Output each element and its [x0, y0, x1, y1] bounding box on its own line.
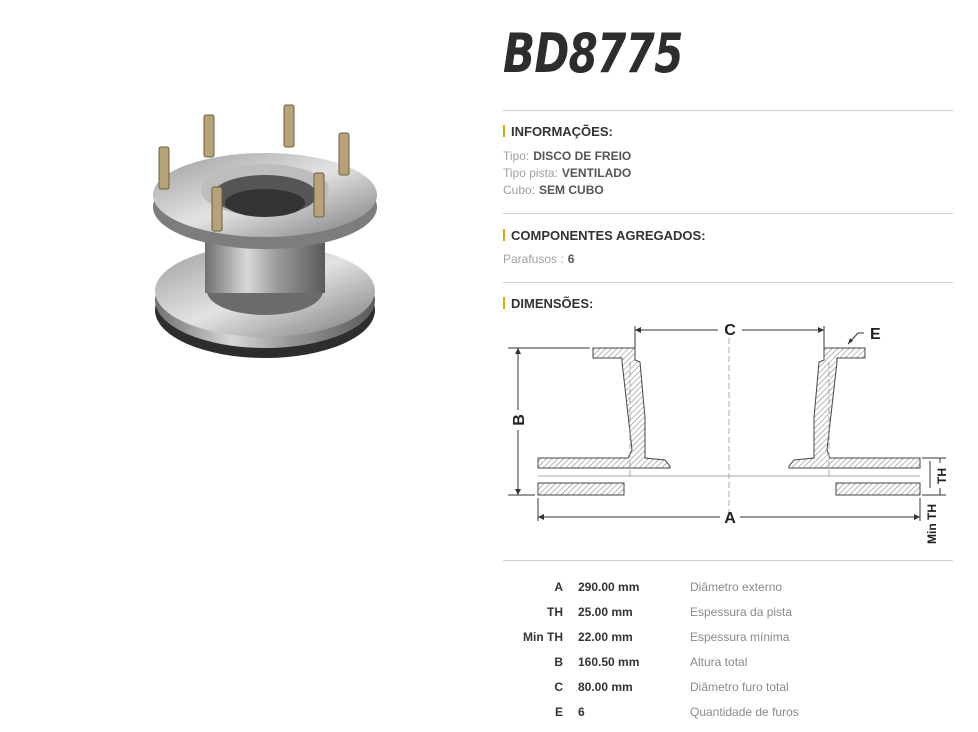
section-components-label: COMPONENTES AGREGADOS: [511, 228, 706, 243]
dimension-code: C [554, 680, 563, 694]
section-dimensions-heading [503, 296, 593, 311]
info-value: VENTILADO [561, 166, 632, 180]
dimension-description: Quantidade de furos [690, 705, 799, 719]
diagram-label-th: TH [935, 468, 949, 484]
dimension-value: 80.00 mm [578, 680, 633, 694]
info-key: Tipo: [503, 149, 530, 163]
dimension-row-th [503, 605, 923, 625]
diagram-label-a: A [724, 510, 736, 527]
dimension-value: 290.00 mm [578, 580, 640, 594]
section-dimensions-label: DIMENSÕES: [511, 296, 594, 311]
dimension-row-c [503, 680, 923, 700]
accent-bar [503, 125, 505, 137]
dimension-value: 22.00 mm [578, 630, 633, 644]
diagram-label-min-th: Min TH [925, 504, 939, 544]
info-row-tipo [503, 149, 631, 163]
dimension-description: Diâmetro externo [690, 580, 783, 594]
component-value: 6 [567, 252, 575, 266]
info-key: Tipo pista: [503, 166, 558, 180]
section-info-label: INFORMAÇÕES: [511, 124, 613, 139]
dimension-row-min-th [503, 630, 923, 650]
dimension-code: TH [547, 605, 563, 619]
brake-disc-photo [140, 95, 390, 370]
dimension-description: Diâmetro furo total [690, 680, 789, 694]
divider [503, 282, 953, 283]
accent-bar [503, 229, 505, 241]
info-value: DISCO DE FREIO [533, 149, 632, 163]
info-key: Cubo: [503, 183, 536, 197]
accent-bar [503, 297, 505, 309]
dimension-code: A [554, 580, 563, 594]
dimension-code: Min TH [523, 630, 563, 644]
info-row-tipo-pista [503, 166, 631, 180]
dimension-row-a [503, 580, 923, 600]
info-value: SEM CUBO [539, 183, 604, 197]
dimension-code: E [554, 705, 563, 719]
dimension-code: B [554, 655, 563, 669]
dimension-value: 6 [578, 705, 585, 719]
component-key: Parafusos : [503, 252, 564, 266]
divider [503, 213, 953, 214]
dimension-value: 160.50 mm [578, 655, 640, 669]
diagram-label-e: E [870, 326, 881, 343]
diagram-label-c: C [724, 322, 736, 339]
divider [503, 560, 953, 561]
dimension-value: 25.00 mm [578, 605, 633, 619]
component-row-parafusos [503, 252, 574, 266]
divider [503, 110, 953, 111]
dimension-diagram [500, 318, 960, 550]
info-row-cubo [503, 183, 604, 197]
section-info-heading [503, 124, 613, 139]
dimension-description: Altura total [690, 655, 748, 669]
section-components-heading [503, 228, 706, 243]
dimension-row-b [503, 655, 923, 675]
dimension-description: Espessura mínima [690, 630, 790, 644]
dimension-description: Espessura da pista [690, 605, 793, 619]
diagram-label-b: B [511, 414, 528, 426]
dimension-row-e [503, 705, 923, 725]
product-title: BD8775 [503, 22, 683, 85]
